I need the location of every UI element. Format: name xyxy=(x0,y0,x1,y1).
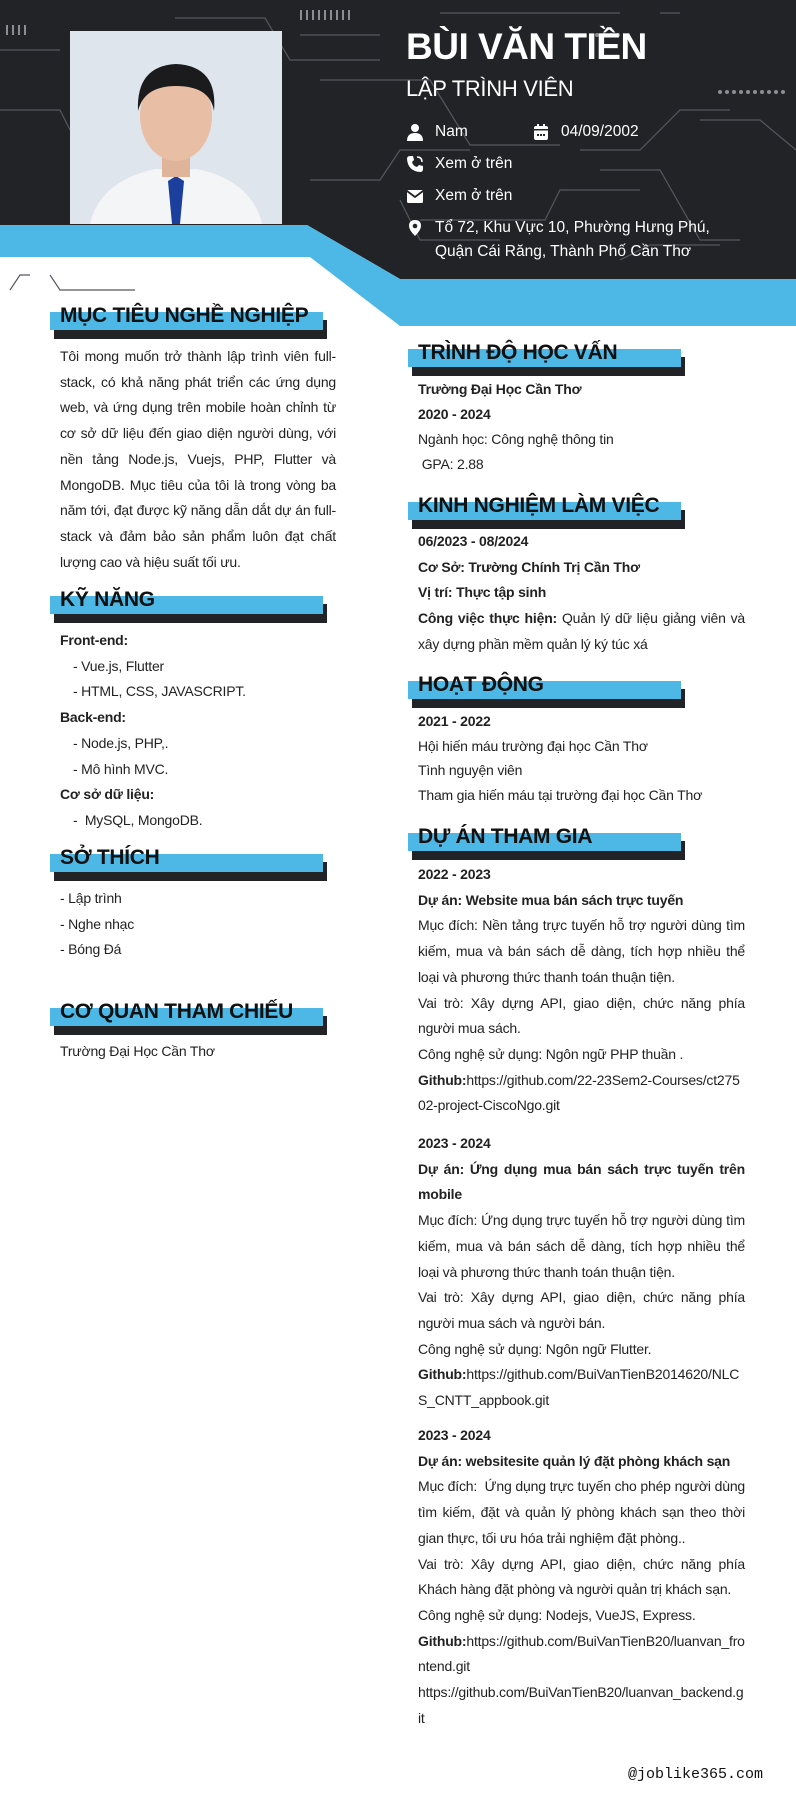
github-link[interactable]: https://github.com/BuiVanTienB20/luanvan_frontend.git xyxy=(418,1632,745,1675)
hobbies-list xyxy=(60,886,336,963)
company: Cơ Sở: Trường Chính Trị Cần Thơ xyxy=(418,558,640,575)
project-tech: Công nghệ sử dụng: Ngôn ngữ PHP thuần . xyxy=(418,1045,684,1062)
hobby-item: - Nghe nhạc xyxy=(60,915,135,932)
skill-group-label: Cơ sở dữ liệu: xyxy=(60,786,155,803)
project-period: 2022 - 2023 xyxy=(418,866,491,882)
section-heading-hobbies xyxy=(50,846,323,880)
heading-text: KINH NGHIỆM LÀM VIỆC xyxy=(418,494,660,517)
project-purpose: Mục đích: Ứng dụng trực tuyến hỗ trợ người dùng tìm kiếm, mua và bán sách dễ dàng, tích hợp nhiều thể loại và phương thức thanh toán thuận tiện. xyxy=(418,1212,745,1280)
github-link-2[interactable]: https://github.com/BuiVanTienB20/luanvan_backend.git xyxy=(418,1684,744,1726)
skill-group-label: Front-end: xyxy=(60,632,128,648)
tasks-text: Quản lý dữ liệu giảng viên và xây dựng phần mềm quản lý ký túc xá xyxy=(418,610,746,652)
phone-value: Xem ở trên xyxy=(435,155,513,172)
heading-text: SỞ THÍCH xyxy=(60,846,160,869)
skill-item: - HTML, CSS, JAVASCRIPT. xyxy=(73,683,246,700)
project-name: Dự án: Ứng dụng mua bán sách trực tuyến trên mobile xyxy=(418,1160,745,1203)
gender-row xyxy=(406,120,468,144)
reference-text: Trường Đại Học Cần Thơ xyxy=(60,1043,215,1059)
phone-row xyxy=(406,152,512,176)
github-label: Github: xyxy=(418,1632,467,1649)
phone-icon xyxy=(406,155,424,173)
gender-value: Nam xyxy=(435,123,468,140)
project-role: Vai trò: Xây dựng API, giao diện, chức năng phía người mua sách. xyxy=(418,994,745,1037)
tasks xyxy=(418,606,745,657)
candidate-name: BÙI VĂN TIỀN xyxy=(406,26,647,67)
project-purpose: Mục đích: Nền tảng trực tuyến hỗ trợ người dùng tìm kiếm, mua và bán sách dễ dàng, tích hợp nhiều thể loại và phương thức thanh toán thuận tiện. xyxy=(418,917,745,985)
project-item xyxy=(418,1423,749,1731)
calendar-icon xyxy=(532,123,550,141)
envelope-icon xyxy=(406,187,424,205)
section-heading-objective xyxy=(50,304,323,338)
section-heading-skills xyxy=(50,588,323,622)
map-pin-icon xyxy=(406,219,424,237)
school-name: Trường Đại Học Cần Thơ xyxy=(418,381,582,397)
address-row xyxy=(406,216,751,264)
hobby-item: - Lập trình xyxy=(60,890,122,906)
project-item xyxy=(418,862,745,1119)
project-name: Dự án: websitesite quản lý đặt phòng khách sạn xyxy=(418,1452,731,1469)
project-period: 2023 - 2024 xyxy=(418,1427,491,1443)
gpa: GPA: 2.88 xyxy=(418,456,484,472)
heading-text: HOẠT ĐỘNG xyxy=(418,673,544,696)
heading-text: KỸ NĂNG xyxy=(60,588,155,611)
skill-item: - MySQL, MongoDB. xyxy=(73,811,203,828)
activities-block xyxy=(418,709,745,807)
user-icon xyxy=(406,123,424,141)
birthday-value: 04/09/2002 xyxy=(561,123,639,140)
skill-group-label: Back-end: xyxy=(60,709,126,726)
heading-text: TRÌNH ĐỘ HỌC VẤN xyxy=(418,341,618,364)
github-link[interactable]: https://github.com/BuiVanTienB2014620/NLCS_CNTT_appbook.git xyxy=(418,1366,740,1409)
activity-period: 2021 - 2022 xyxy=(418,713,491,729)
email-row xyxy=(406,184,512,208)
activity-role: Tình nguyện viên xyxy=(418,762,523,778)
section-heading-reference xyxy=(50,1000,323,1034)
project-tech: Công nghệ sử dụng: Nodejs, VueJS, Express. xyxy=(418,1606,696,1623)
heading-text: CƠ QUAN THAM CHIẾU xyxy=(60,1000,294,1023)
profile-photo xyxy=(70,31,282,224)
education-period: 2020 - 2024 xyxy=(418,406,491,422)
project-role: Vai trò: Xây dựng API, giao diện, chức năng phía Khách hàng đặt phòng và người quản trị khách sạn. xyxy=(418,1555,745,1598)
project-purpose: Mục đích: Ứng dụng trực tuyến cho phép người dùng tìm kiếm, đặt và quản lý phòng khách sạn theo thời gian thực, tối ưu hóa trải nghiệm đặt phòng.. xyxy=(418,1478,749,1546)
section-heading-projects xyxy=(408,825,681,859)
position: Vị trí: Thực tập sinh xyxy=(418,584,547,601)
experience-block xyxy=(418,529,745,658)
section-heading-experience xyxy=(408,494,681,528)
major: Ngành học: Công nghệ thông tin xyxy=(418,431,614,447)
section-heading-education xyxy=(408,341,681,375)
watermark: @joblike365.com xyxy=(628,1766,764,1783)
skill-item: - Vue.js, Flutter xyxy=(73,657,164,674)
project-tech: Công nghệ sử dụng: Ngôn ngữ Flutter. xyxy=(418,1340,652,1357)
project-name: Dự án: Website mua bán sách trực tuyến xyxy=(418,891,684,908)
project-role: Vai trò: Xây dựng API, giao diện, chức năng phía người mua sách và người bán. xyxy=(418,1289,745,1331)
hobby-item: - Bóng Đá xyxy=(60,941,122,958)
github-label: Github: xyxy=(418,1071,467,1088)
education-block xyxy=(418,377,745,477)
skills-list xyxy=(60,628,336,834)
job-title: LẬP TRÌNH VIÊN xyxy=(406,76,574,101)
address-value: Tổ 72, Khu Vực 10, Phường Hưng Phú, Quận Cái Răng, Thành Phố Cần Thơ xyxy=(435,219,710,260)
activity-desc: Tham gia hiến máu tại trường đại học Cần Thơ xyxy=(418,786,703,803)
github-label: Github: xyxy=(418,1366,467,1383)
skill-item: - Node.js, PHP,. xyxy=(73,734,169,751)
tasks-label: Công việc thực hiện: xyxy=(418,610,558,627)
heading-text: DỰ ÁN THAM GIA xyxy=(418,825,593,848)
github-link[interactable]: https://github.com/22-23Sem2-Courses/ct27502-project-CiscoNgo.git xyxy=(418,1071,740,1114)
email-value: Xem ở trên xyxy=(435,187,513,204)
activity-org: Hội hiến máu trường đại học Cần Thơ xyxy=(418,737,648,754)
objective-text: Tôi mong muốn trở thành lập trình viên full-stack, có khả năng phát triển các ứng dụng web, và ứng dụng trên mobile hoàn chỉnh từ cơ sở dữ liệu đến giao diện người dùng, với nền tảng Node.js, Vuejs, PHP, Flutter và MongoDB. Mục tiêu của tôi là trong vòng ba năm tới, đạt được kỹ năng dẫn dắt dự án full-stack và đảm bảo sản phẩm luôn đạt chất lượng cao và hiệu suất tối ưu. xyxy=(60,348,336,570)
skill-item: - Mô hình MVC. xyxy=(73,760,169,777)
heading-text: MỤC TIÊU NGHỀ NGHIỆP xyxy=(60,304,309,327)
birthday-row xyxy=(532,120,639,144)
project-item xyxy=(418,1131,745,1414)
section-heading-activities xyxy=(408,673,681,707)
experience-period: 06/2023 - 08/2024 xyxy=(418,533,529,549)
project-period: 2023 - 2024 xyxy=(418,1135,491,1151)
